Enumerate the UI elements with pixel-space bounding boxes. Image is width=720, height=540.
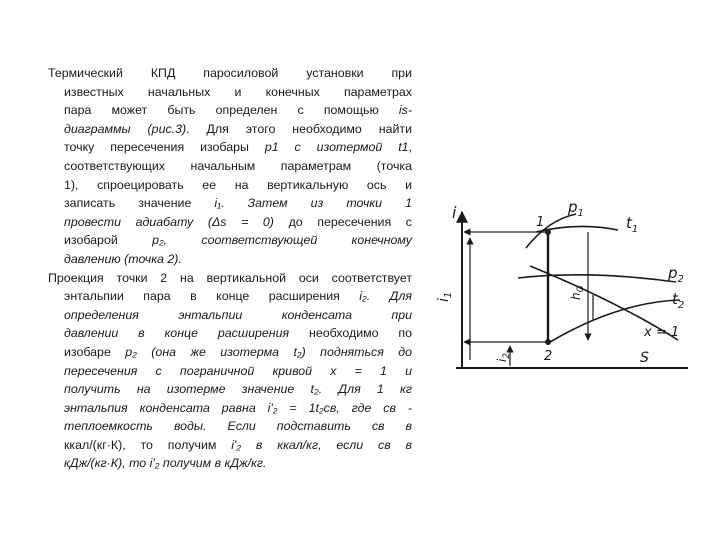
text-segment: до пересечения с (288, 214, 412, 229)
text-segment: is- (398, 103, 412, 118)
text-segment: изобарой (64, 233, 153, 248)
text-line (48, 213, 412, 232)
text-line (48, 417, 412, 436)
i2-label: $i_2$ (495, 352, 512, 362)
text-segment: , (408, 140, 412, 155)
text-segment: p₂, соответствующей конечному (152, 233, 412, 248)
text-segment: i₂. Для (359, 289, 412, 304)
text-line (48, 343, 412, 362)
text-segment: определения энтальпии конденсата при (64, 307, 412, 322)
text-line (48, 287, 412, 306)
point-1-label: 1 (536, 215, 545, 230)
text-line (48, 138, 412, 157)
text-line (48, 176, 412, 195)
is-diagram-svg (418, 190, 698, 390)
text-line (48, 231, 412, 250)
text-line (48, 380, 412, 399)
text-segment: диаграммы (рис.3) (64, 121, 187, 136)
point-2-label: 2 (544, 349, 553, 364)
text-line (48, 306, 412, 325)
text-segment: . Для этого необходимо найти (186, 121, 412, 136)
point-1-marker (545, 229, 551, 235)
text-segment: давлении в конце расширения (64, 326, 309, 341)
text-segment: записать значение (64, 196, 215, 211)
text-line (48, 362, 412, 381)
text-line (48, 101, 412, 120)
p1-label: $p_1$ (568, 198, 584, 219)
t2-label: $t_2$ (672, 290, 685, 311)
text-segment: i₁. Затем из точки 1 (214, 196, 412, 211)
text-segment: энтальпия конденсата равна i'₂ = 1t₂cв, где cв - (64, 400, 412, 415)
text-segment: 1), спроецировать ее на вертикальную ось и (64, 177, 412, 192)
text-column (48, 64, 412, 473)
text-segment: необходимо по (308, 326, 412, 341)
text-segment: Проекция точки 2 на вертикальной оси соответствует (48, 270, 412, 285)
text-segment: энтальпии пара в конце расширения (64, 289, 360, 304)
text-line (48, 157, 412, 176)
x1-label: x = 1 (644, 325, 680, 340)
text-line (48, 250, 412, 269)
text-segment: получить на изотерме значение t₂. Для 1 кг (64, 382, 412, 397)
text-line (48, 194, 412, 213)
text-segment: точку пересечения изобары (64, 140, 265, 155)
text-segment: соответствующих начальным параметрам (точка (64, 158, 412, 173)
text-segment: ккал/(кг·К), (64, 437, 141, 452)
text-segment: то получим (140, 437, 232, 452)
point-2-marker (545, 339, 551, 345)
text-segment: кДж/(кг·К), то i'₂ получим в кДж/кг. (64, 456, 267, 471)
i1-label: $i_1$ (436, 291, 454, 302)
text-segment: пара может быть определен с помощью (64, 103, 399, 118)
paragraph-condensate-enthalpy (48, 269, 412, 474)
s-axis-label: S (640, 350, 649, 366)
text-line (48, 324, 412, 343)
text-segment: изобаре (64, 344, 126, 359)
text-segment: теплоемкость воды. Если подставить cв в (64, 419, 412, 434)
text-segment: p1 с изотермой t1 (264, 140, 409, 155)
text-line (48, 64, 412, 83)
p1-isobar-curve (526, 214, 576, 248)
text-segment: давлению (точка 2). (64, 251, 182, 266)
text-line (48, 120, 412, 139)
paragraph-is-diagram (48, 64, 412, 269)
i-axis-label: i (452, 203, 457, 222)
text-segment: p₂ (она же изотерма t₂) поднятьcя до (125, 344, 412, 359)
hg-label: $h_G$ (569, 285, 586, 300)
text-segment: провести адиабату (Δs = 0) (64, 214, 289, 229)
text-line (48, 83, 412, 102)
text-line (48, 399, 412, 418)
is-diagram-figure (418, 190, 698, 390)
p2-label: $p_2$ (668, 264, 684, 285)
text-segment: Термический КПД паросиловой установки при (48, 66, 412, 80)
text-line (48, 269, 412, 288)
text-segment: i'₂ в ккал/кг, если cв в (231, 437, 412, 452)
t1-label: $t_1$ (626, 214, 639, 235)
text-segment: известных начальных и конечных параметрах (64, 84, 412, 99)
text-line (48, 454, 412, 473)
text-segment: пересечения с пограничной кривой x = 1 и (64, 363, 412, 378)
p2-isobar-curve (518, 275, 676, 282)
text-line (48, 436, 412, 455)
